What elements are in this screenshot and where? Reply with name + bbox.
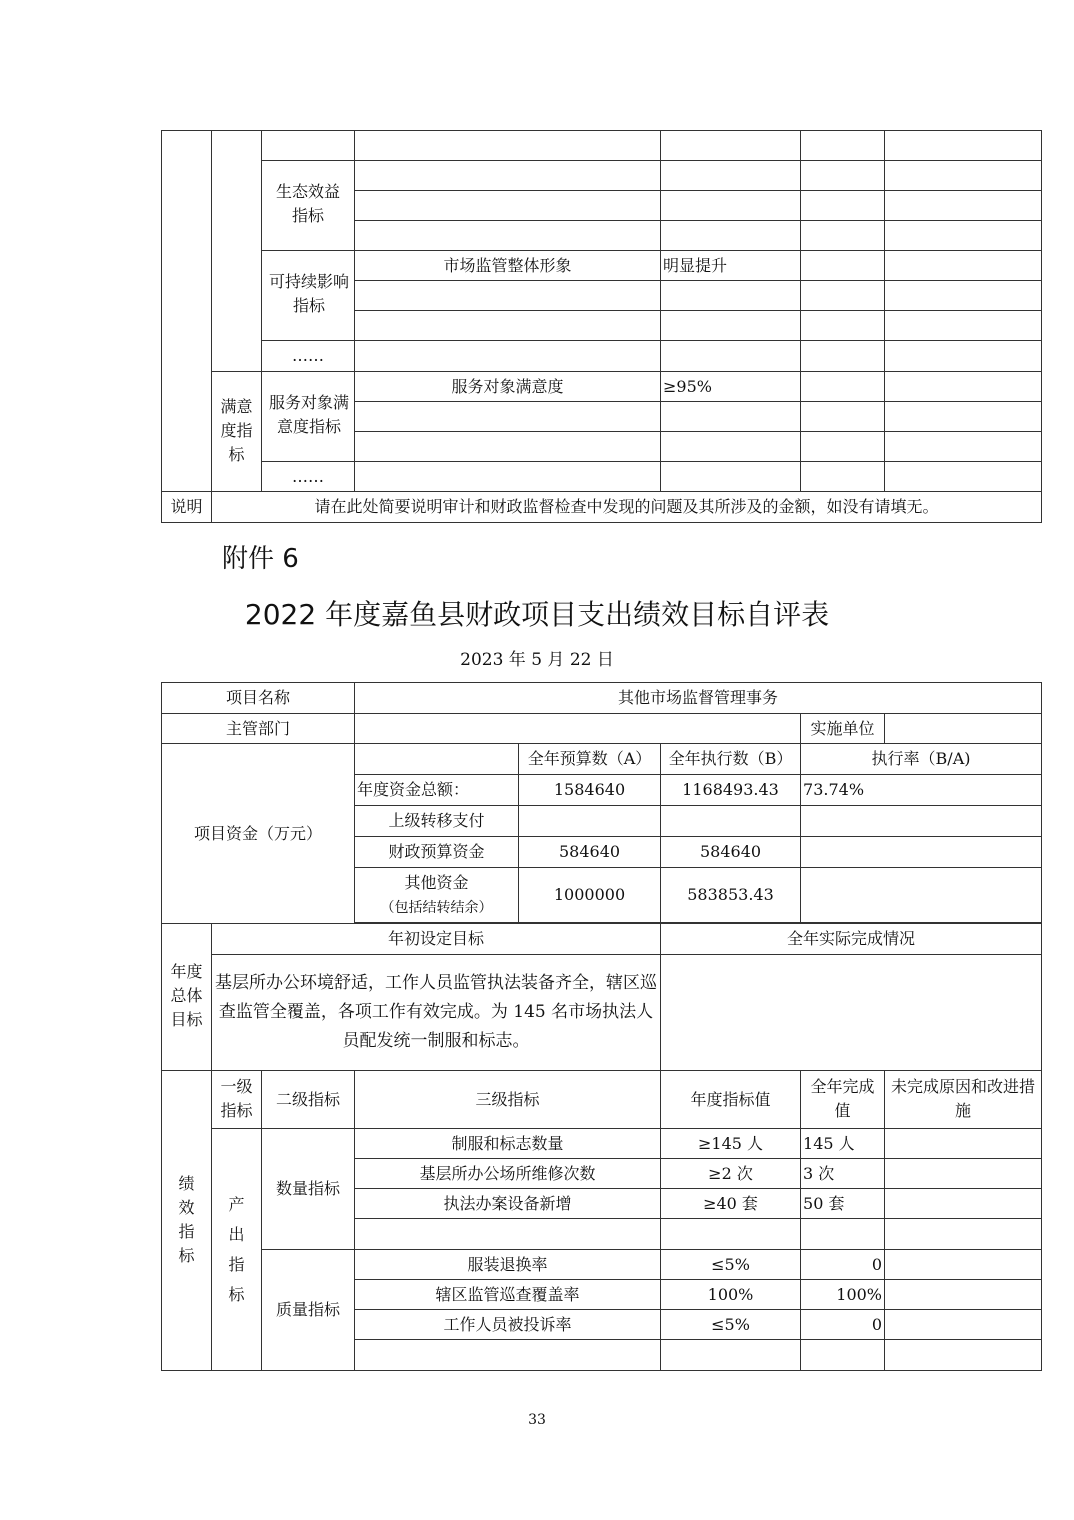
funds-row-rate (801, 806, 1042, 837)
sustain-row-name: 市场监管整体形象 (355, 251, 661, 281)
quality-row-done: 0 (801, 1310, 885, 1340)
funds-row-name-main: 其他资金 (404, 873, 469, 892)
quantity-row-name: 执法办案设备新增 (355, 1189, 661, 1219)
level2-header: 二级指标 (262, 1071, 355, 1129)
quality-row-done: 0 (801, 1250, 885, 1280)
attachment-heading: 附件 6 (222, 544, 299, 574)
funds-row-name: 财政预算资金 (355, 837, 519, 868)
satisfaction-row-value: ≥95% (661, 372, 801, 402)
quantity-row-target: ≥145 人 (661, 1129, 801, 1159)
done-header: 全年完成值 (801, 1071, 885, 1129)
note-text: 请在此处简要说明审计和财政监督检查中发现的问题及其所涉及的金额，如没有请填无。 (212, 492, 1042, 523)
funds-row-budget: 584640 (519, 837, 661, 868)
funds-row-name (355, 868, 519, 923)
impl-label: 实施单位 (801, 714, 885, 744)
level3-header: 三级指标 (355, 1071, 661, 1129)
goal-header: 年初设定目标 (212, 924, 661, 955)
quantity-row-done: 145 人 (801, 1129, 885, 1159)
sustain-indicator-label: 可持续影响指标 (262, 251, 355, 341)
ellipsis-cell: …… (262, 462, 355, 492)
dept-value (355, 714, 801, 744)
document-title: 2022 年度嘉鱼县财政项目支出绩效目标自评表 (244, 598, 830, 631)
funds-row-name: 年度资金总额： (355, 775, 519, 806)
quantity-row-name (355, 1219, 661, 1250)
quantity-row-name: 基层所办公场所维修次数 (355, 1159, 661, 1189)
project-name-value: 其他市场监督管理事务 (355, 683, 1042, 714)
funds-row-exec (661, 806, 801, 837)
quality-row-name (355, 1340, 661, 1371)
output-label: 产出指标 (212, 1129, 262, 1371)
funds-row-exec: 583853.43 (661, 868, 801, 923)
page-number: 33 (528, 1412, 546, 1428)
actual-text (661, 955, 1042, 1071)
note-label: 说明 (162, 492, 212, 523)
funds-row-budget: 1000000 (519, 868, 661, 923)
ecology-indicator-label: 生态效益指标 (262, 161, 355, 251)
funds-row-budget: 1584640 (519, 775, 661, 806)
funds-row-name: 上级转移支付 (355, 806, 519, 837)
quantity-label: 数量指标 (262, 1129, 355, 1250)
level1-header: 一级指标 (212, 1071, 262, 1129)
ellipsis-cell: …… (262, 341, 355, 372)
blank-level1-cell (212, 131, 262, 372)
quality-row-target: ≤5% (661, 1310, 801, 1340)
quantity-row-done: 50 套 (801, 1189, 885, 1219)
quantity-row-done: 3 次 (801, 1159, 885, 1189)
document-date: 2023 年 5 月 22 日 (460, 650, 614, 670)
impl-value (885, 714, 1042, 744)
funds-row-name-sub: （包括结转结余） (380, 900, 493, 916)
sustain-row-value: 明显提升 (661, 251, 801, 281)
quality-row-target (661, 1340, 801, 1371)
funds-row-rate (801, 837, 1042, 868)
quality-row-target: 100% (661, 1280, 801, 1310)
actual-header: 全年实际完成情况 (661, 924, 1042, 955)
funds-row-budget (519, 806, 661, 837)
quality-label: 质量指标 (262, 1250, 355, 1371)
satisfaction-l2-label: 服务对象满意度指标 (262, 372, 355, 462)
col-rate-header: 执行率（B/A) (801, 744, 1042, 775)
quantity-row-target (661, 1219, 801, 1250)
funds-row-exec: 584640 (661, 837, 801, 868)
funds-row-rate (801, 868, 1042, 923)
funds-label: 项目资金（万元） (162, 744, 355, 924)
perf-label: 绩效指标 (162, 1071, 212, 1371)
quality-row-name: 工作人员被投诉率 (355, 1310, 661, 1340)
blank-level0-cell (162, 131, 212, 492)
quantity-row-target: ≥40 套 (661, 1189, 801, 1219)
quality-row-done: 100% (801, 1280, 885, 1310)
quality-row-target: ≤5% (661, 1250, 801, 1280)
self-evaluation-table (161, 682, 1042, 1371)
quality-row-done (801, 1340, 885, 1371)
funds-row-rate-a: 73.74% (801, 775, 1042, 806)
quantity-row-name: 制服和标志数量 (355, 1129, 661, 1159)
quality-row-name: 辖区监管巡查覆盖率 (355, 1280, 661, 1310)
col-budget-header: 全年预算数（A） (519, 744, 661, 775)
quantity-row-target: ≥2 次 (661, 1159, 801, 1189)
quantity-row-done (801, 1219, 885, 1250)
goal-text: 基层所办公环境舒适，工作人员监管执法装备齐全，辖区巡查监管全覆盖，各项工作有效完成。为 145 名市场执法人员配发统一制服和标志。 (212, 955, 661, 1071)
quality-row-name: 服装退换率 (355, 1250, 661, 1280)
satisfaction-row-name: 服务对象满意度 (355, 372, 661, 402)
top-indicator-table (161, 130, 1042, 523)
annual-goal-label: 年度总体目标 (162, 924, 212, 1071)
reason-header: 未完成原因和改进措施 (885, 1071, 1042, 1129)
satisfaction-l1-label: 满意度指标 (212, 372, 262, 492)
funds-row-exec: 1168493.43 (661, 775, 801, 806)
col-exec-header: 全年执行数（B） (661, 744, 801, 775)
project-name-label: 项目名称 (162, 683, 355, 714)
dept-label: 主管部门 (162, 714, 355, 744)
target-header: 年度指标值 (661, 1071, 801, 1129)
